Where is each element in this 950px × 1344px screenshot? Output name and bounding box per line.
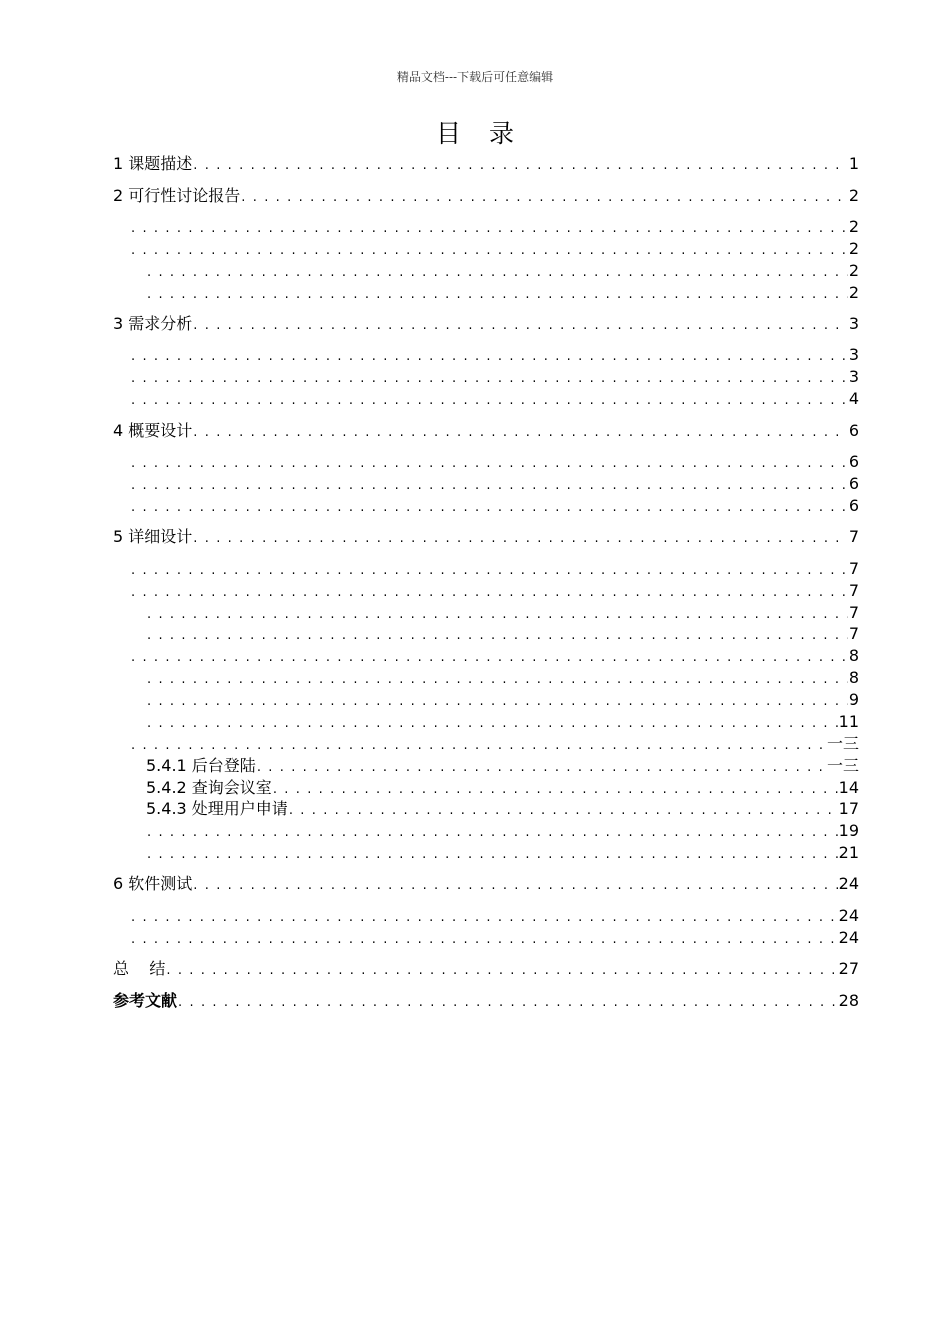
toc-entry[interactable]: . . . 7 [130,558,859,580]
toc-entry[interactable]: 5 详细设计 . . . 7 [113,526,859,548]
toc-entry[interactable]: . . . 7 [146,602,859,624]
toc-title-left: 目 [435,119,461,148]
toc-entry[interactable]: 4 概要设计 . . . 6 [113,420,859,442]
toc-title-right: 录 [489,119,515,148]
toc-entry[interactable]: . . . 6 [130,473,859,495]
toc-entry[interactable]: . . . 19 [146,820,859,842]
toc-entry[interactable]: . . . 21 [146,842,859,864]
toc-entry[interactable]: . . . 8 [146,667,859,689]
toc-entry[interactable]: . . . 2 [130,238,859,260]
toc-entry[interactable]: 3 需求分析 . . . 3 [113,313,859,335]
toc-entry[interactable]: . . . 3 [130,366,859,388]
toc-entry[interactable]: . . . 7 [130,580,859,602]
toc-entry[interactable]: . . . 一三 [130,733,859,755]
toc-entry[interactable]: 5.4.3 处理用户申请 . . . 17 [146,798,859,820]
toc-entry[interactable]: . . . 2 [146,282,859,304]
toc-entry[interactable]: . . . 9 [146,689,859,711]
toc-entry[interactable]: 参考文献 . . . 28 [113,990,859,1012]
toc-entry[interactable]: . . . 4 [130,388,859,410]
toc-entry[interactable]: . . . 24 [130,927,859,949]
toc-entry[interactable]: . . . 7 [146,623,859,645]
toc-entry[interactable]: 2 可行性讨论报告 . . . 2 [113,185,859,207]
toc-title [0,114,950,150]
toc-entry[interactable]: . . . 6 [130,451,859,473]
toc-entry[interactable]: 1 课题描述 . . . 1 [113,153,859,175]
toc-entry[interactable]: . . . 2 [146,260,859,282]
toc-entry[interactable]: 总 结 . . . 27 [113,958,859,980]
toc-entry[interactable]: . . . 8 [130,645,859,667]
toc-entry[interactable]: . . . 11 [146,711,859,733]
toc-entry[interactable]: 6 软件测试 . . . 24 [113,873,859,895]
toc-entry[interactable]: . . . 2 [130,216,859,238]
toc-entry[interactable]: . . . 6 [130,495,859,517]
toc-entry[interactable]: . . . 3 [130,344,859,366]
toc-entry[interactable]: 5.4.1 后台登陆 . . . 一三 [146,755,859,777]
page-header: 精品文档---下载后可任意编辑 [396,70,554,84]
toc-entry[interactable]: 5.4.2 查询会议室 . . . 14 [146,777,859,799]
toc-entry[interactable]: . . . 24 [130,905,859,927]
